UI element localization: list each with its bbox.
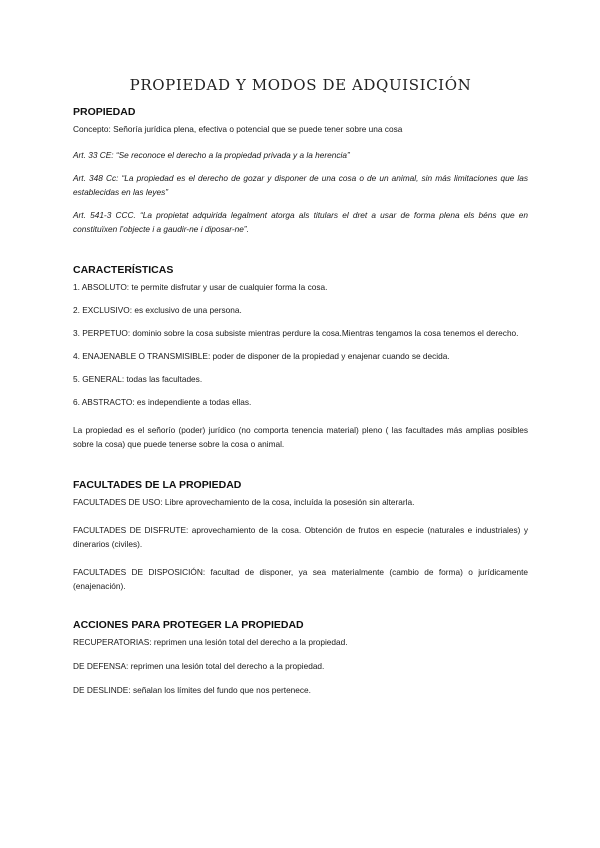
heading-caracteristicas: CARACTERÍSTICAS — [73, 264, 174, 276]
accion-recuperatorias: RECUPERATORIAS: reprimen una lesión total del derecho a la propiedad. — [73, 637, 348, 647]
facultad-disfrute: FACULTADES DE DISFRUTE: aprovechamiento de la cosa. Obtención de frutos en especie (naturales e industriales) y dinerarios (civiles). — [73, 525, 528, 549]
document-title: PROPIEDAD Y MODOS DE ADQUISICIÓN — [129, 76, 472, 94]
caracteristica-item: 6. ABSTRACTO: es independiente a todas ellas. — [73, 397, 252, 407]
heading-acciones: ACCIONES PARA PROTEGER LA PROPIEDAD — [73, 619, 304, 631]
caracteristica-item: 2. EXCLUSIVO: es exclusivo de una persona. — [73, 305, 242, 315]
heading-facultades: FACULTADES DE LA PROPIEDAD — [73, 479, 242, 491]
accion-deslinde: DE DESLINDE: señalan los límites del fundo que nos pertenece. — [73, 685, 311, 695]
section-acciones — [73, 619, 528, 697]
document-page — [73, 70, 528, 697]
caracteristica-item: 5. GENERAL: todas las facultades. — [73, 374, 203, 384]
caracteristica-item: 1. ABSOLUTO: te permite disfrutar y usar de cualquier forma la cosa. — [73, 282, 328, 292]
facultad-disposicion: FACULTADES DE DISPOSICIÓN: facultad de disponer, ya sea materialmente (cambio de forma) o jurídicamente (enajenación). — [73, 567, 528, 591]
caracteristicas-summary: La propiedad es el señorío (poder) jurídico (no comporta tenencia material) pleno ( las facultades más amplias posibles sobre la cosa) que puede tenerse sobre la cosa o animal. — [73, 425, 528, 449]
caracteristica-item: 3. PERPETUO: dominio sobre la cosa subsiste mientras perdure la cosa.Mientras tengamos la cosa tenemos el derecho. — [73, 328, 519, 338]
heading-propiedad: PROPIEDAD — [73, 106, 136, 118]
art-541-quote: Art. 541-3 CCC. “La propietat adquirida legalment atorga als titulars el dret a usar de forma plena els béns que en constituïxen l’objecte i a gaudir-ne i diposar-ne”. — [73, 210, 528, 234]
art-348-quote: Art. 348 Cc: “La propiedad es el derecho de gozar y disponer de una cosa o de un animal, sin más limitaciones que las establecidas en las leyes” — [73, 173, 528, 197]
concepto-text: Concepto: Señoría jurídica plena, efectiva o potencial que se puede tener sobre una cosa — [73, 124, 403, 134]
section-facultades — [73, 479, 528, 593]
section-caracteristicas — [73, 264, 528, 451]
facultad-uso: FACULTADES DE USO: Libre aprovechamiento de la cosa, incluída la posesión sin alterarla. — [73, 497, 415, 507]
accion-defensa: DE DEFENSA: reprimen una lesión total del derecho a la propiedad. — [73, 661, 325, 671]
art-33-quote: Art. 33 CE: “Se reconoce el derecho a la propiedad privada y a la herencia” — [73, 150, 350, 160]
section-propiedad — [73, 106, 528, 236]
caracteristica-item: 4. ENAJENABLE O TRANSMISIBLE: poder de disponer de la propiedad y enajenar cuando se decida. — [73, 351, 450, 361]
